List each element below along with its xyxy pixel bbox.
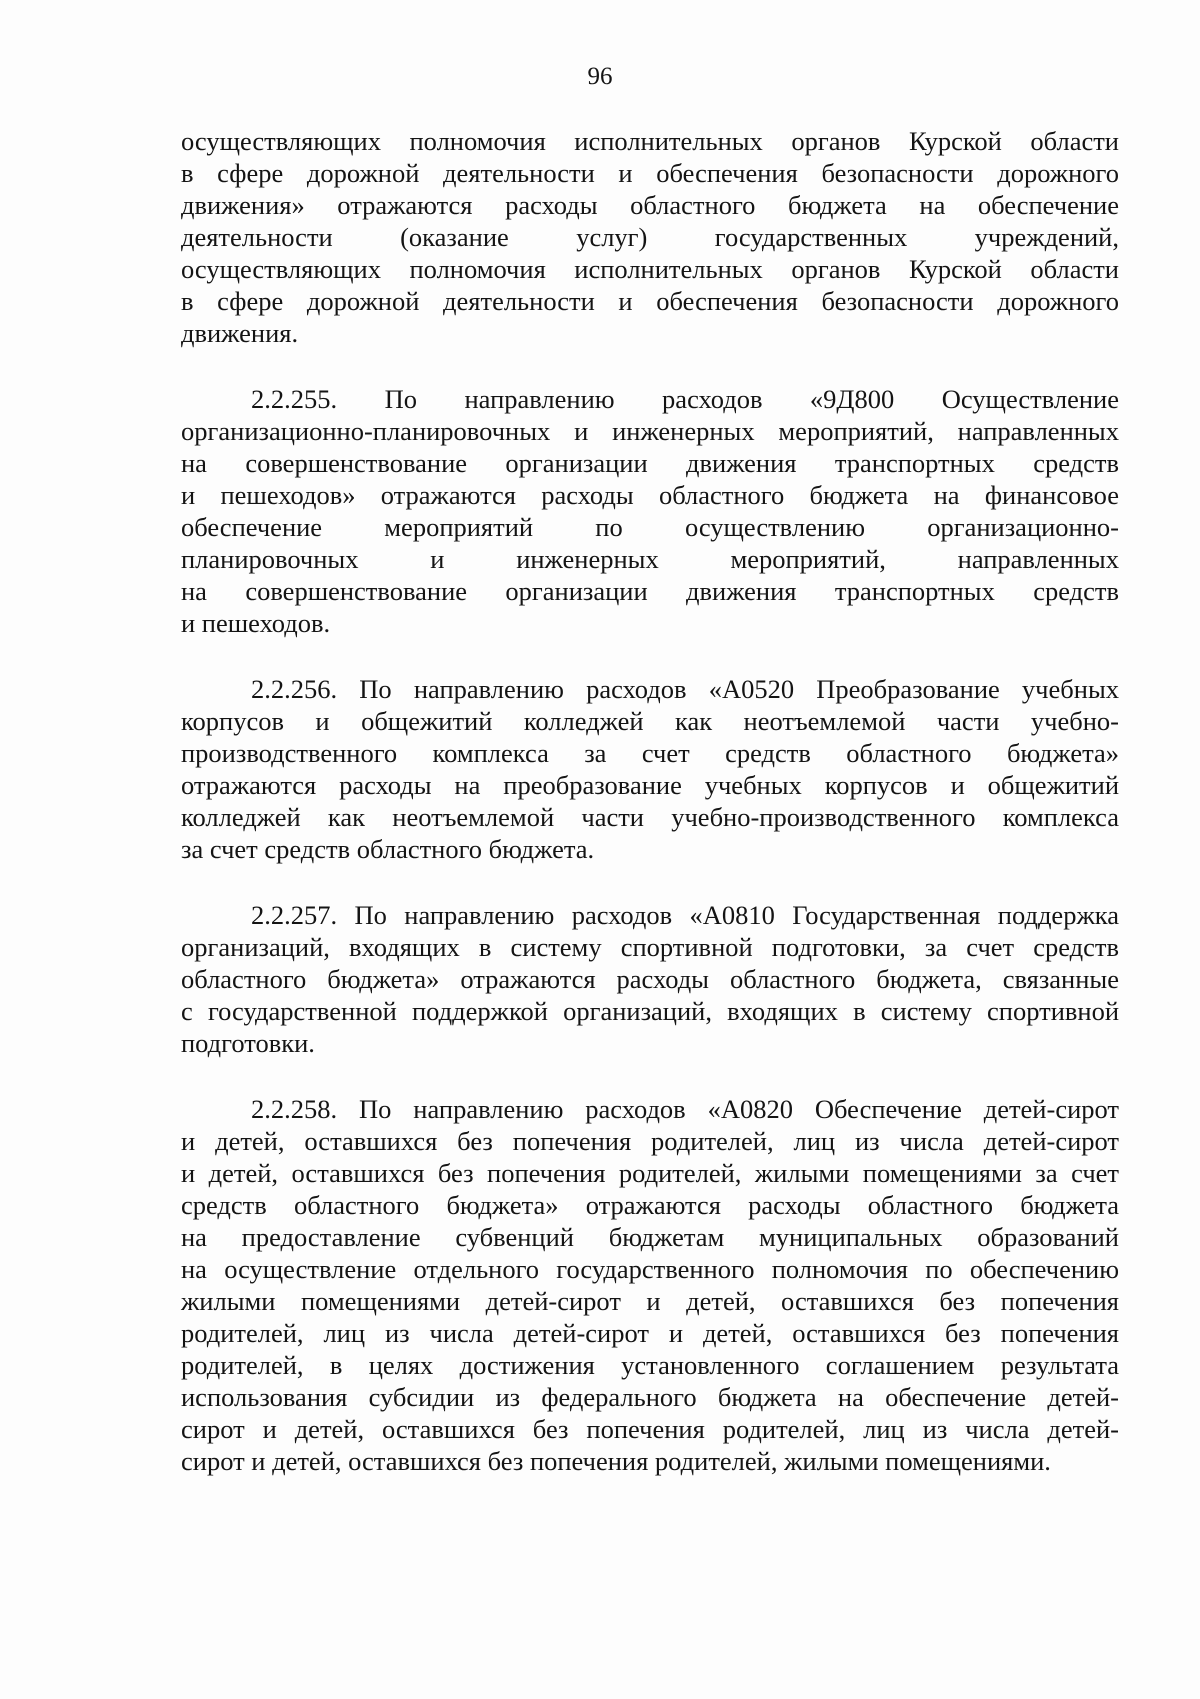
- document-body: [181, 125, 1119, 1477]
- text-line: 2.2.256. По направлению расходов «А0520 Преобразование учебных: [251, 674, 1119, 704]
- text-line: осуществляющих полномочия исполнительных органов Курской области: [181, 126, 1119, 156]
- text-line: обеспечение мероприятий по осуществлению организационно-: [181, 512, 1119, 542]
- text-line: и детей, оставшихся без попечения родителей, лиц из числа детей-сирот: [181, 1126, 1119, 1156]
- text-line: организаций, входящих в систему спортивной подготовки, за счет средств: [181, 932, 1119, 962]
- text-line: движения» отражаются расходы областного бюджета на обеспечение: [181, 190, 1119, 220]
- text-line: 2.2.257. По направлению расходов «А0810 Государственная поддержка: [251, 900, 1119, 930]
- paragraph: [181, 1093, 1119, 1477]
- paragraph: [181, 899, 1119, 1059]
- text-line: за счет средств областного бюджета.: [181, 834, 595, 864]
- text-line: на предоставление субвенций бюджетам муниципальных образований: [181, 1222, 1119, 1252]
- text-line: сирот и детей, оставшихся без попечения родителей, жилыми помещениями.: [181, 1446, 1051, 1476]
- text-line: организационно-планировочных и инженерных мероприятий, направленных: [181, 416, 1119, 446]
- text-line: сирот и детей, оставшихся без попечения родителей, лиц из числа детей-: [181, 1414, 1119, 1444]
- text-line: на совершенствование организации движения транспортных средств: [181, 448, 1119, 478]
- page-number: 96: [587, 63, 613, 90]
- text-line: колледжей как неотъемлемой части учебно-производственного комплекса: [181, 802, 1119, 832]
- text-line: в сфере дорожной деятельности и обеспечения безопасности дорожного: [181, 158, 1119, 188]
- text-line: и пешеходов» отражаются расходы областного бюджета на финансовое: [181, 480, 1119, 510]
- text-line: использования субсидии из федерального бюджета на обеспечение детей-: [181, 1382, 1119, 1412]
- text-line: планировочных и инженерных мероприятий, направленных: [181, 544, 1119, 574]
- paragraph: [181, 125, 1119, 349]
- text-line: производственного комплекса за счет средств областного бюджета»: [181, 738, 1119, 768]
- paragraph: [181, 383, 1119, 639]
- text-line: 2.2.258. По направлению расходов «А0820 Обеспечение детей-сирот: [251, 1094, 1119, 1124]
- text-line: и детей, оставшихся без попечения родителей, жилыми помещениями за счет: [181, 1158, 1119, 1188]
- text-line: на совершенствование организации движения транспортных средств: [181, 576, 1119, 606]
- text-line: жилыми помещениями детей-сирот и детей, оставшихся без попечения: [181, 1286, 1119, 1316]
- text-line: подготовки.: [181, 1028, 315, 1058]
- text-line: и пешеходов.: [181, 608, 331, 638]
- text-line: родителей, в целях достижения установленного соглашением результата: [181, 1350, 1119, 1380]
- text-line: деятельности (оказание услуг) государственных учреждений,: [181, 222, 1119, 252]
- text-line: родителей, лиц из числа детей-сирот и детей, оставшихся без попечения: [181, 1318, 1119, 1348]
- text-line: в сфере дорожной деятельности и обеспечения безопасности дорожного: [181, 286, 1119, 316]
- text-line: движения.: [181, 318, 299, 348]
- text-line: областного бюджета» отражаются расходы областного бюджета, связанные: [181, 964, 1119, 994]
- text-line: корпусов и общежитий колледжей как неотъемлемой части учебно-: [181, 706, 1119, 736]
- text-line: средств областного бюджета» отражаются расходы областного бюджета: [181, 1190, 1119, 1220]
- text-line: 2.2.255. По направлению расходов «9Д800 Осуществление: [251, 384, 1119, 414]
- text-line: на осуществление отдельного государственного полномочия по обеспечению: [181, 1254, 1119, 1284]
- text-line: отражаются расходы на преобразование учебных корпусов и общежитий: [181, 770, 1119, 800]
- text-line: осуществляющих полномочия исполнительных органов Курской области: [181, 254, 1119, 284]
- text-line: с государственной поддержкой организаций, входящих в систему спортивной: [181, 996, 1119, 1026]
- paragraph: [181, 673, 1119, 865]
